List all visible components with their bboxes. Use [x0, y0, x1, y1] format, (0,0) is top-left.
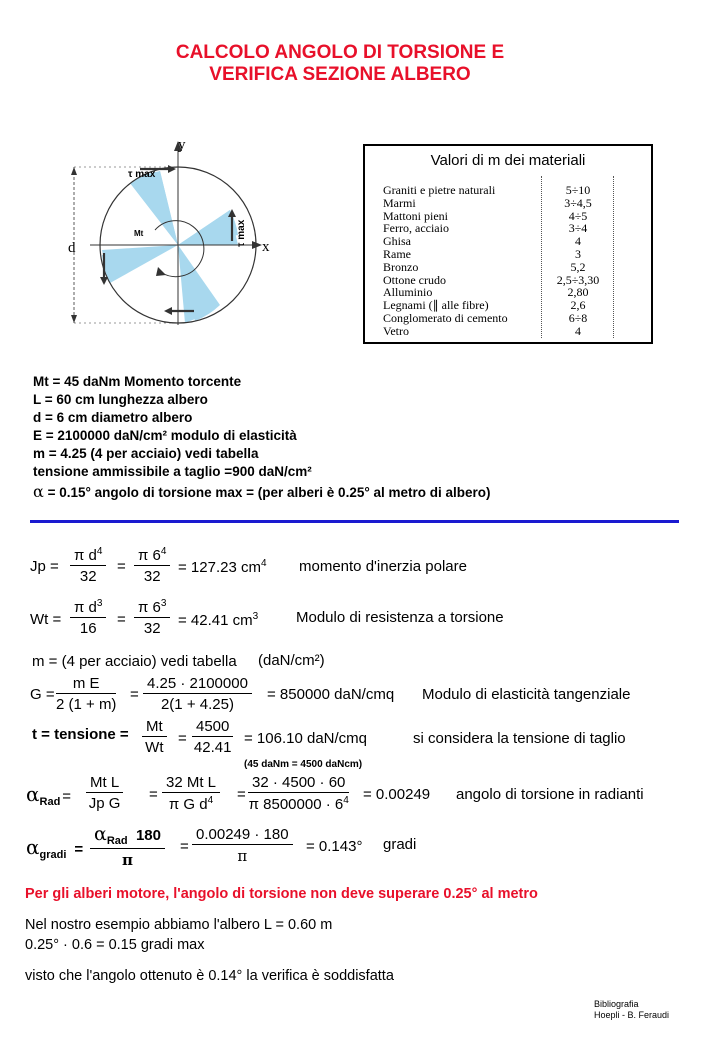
table-row-material: Legnami (∥ alle fibre)	[383, 298, 489, 313]
torsion-diagram	[60, 135, 290, 330]
m-line: m = (4 per acciaio) vedi tabella	[32, 653, 237, 670]
diameter-label: d	[68, 240, 76, 256]
param-d: d = 6 cm diametro albero	[33, 410, 193, 425]
jp-eq-sign: =	[117, 558, 126, 575]
table-row-material: Rame	[383, 247, 411, 261]
jp-description: momento d'inerzia polare	[299, 558, 467, 575]
table-row-material: Vetro	[383, 323, 409, 338]
g-fraction-1: $\frac{\text{m E}}{2 (1 + m)}$	[56, 675, 117, 713]
t-description: si considera la tensione di taglio	[413, 730, 626, 747]
table-row-material: Conglomerato di cemento	[383, 311, 508, 325]
alpha-rad-eq-2: =	[237, 786, 246, 803]
alpha-rad-fraction-2: $\frac{\text{32 Mt L}}{\pi G d^4}$	[162, 774, 220, 813]
x-axis-label: x	[262, 239, 270, 255]
conclusion-line-3: visto che l'angolo ottenuto è 0.14° la verifica è soddisfatta	[25, 968, 394, 984]
jp-fraction-2: $\frac{\pi 6^4}{32}$	[134, 546, 170, 585]
g-lhs: G =	[30, 686, 55, 703]
t-lhs: t = tensione =	[32, 726, 129, 743]
wt-eq-sign: =	[117, 611, 126, 628]
table-row-value: 4÷5	[568, 208, 588, 223]
alpha-gradi-description: gradi	[383, 836, 417, 853]
bibliography-label: Bibliografia	[594, 999, 639, 1009]
param-alpha-text: = 0.15° angolo di torsione max = (per alberi è 0.25° al metro di albero)	[43, 485, 491, 500]
alpha-gradi-fraction-2: $\frac{0.00249 \cdot 180}{\pi}$	[192, 826, 293, 865]
alpha-rad-fraction-1: $\frac{\text{Mt L}}{\text{Jp G}}$	[86, 774, 123, 812]
divider-rule	[30, 520, 679, 523]
table-row-material: Mattoni pieni	[383, 208, 448, 223]
title-line-1: CALCOLO ANGOLO DI TORSIONE E	[175, 42, 505, 63]
wt-fraction-1: $\frac{\pi d^3}{16}$	[70, 598, 106, 637]
bibliography	[594, 999, 669, 1021]
jp-result: = 127.23 $cm^4$	[178, 558, 267, 576]
table-row-value: 5÷10	[565, 183, 591, 197]
alpha-gradi-eq: =	[180, 838, 189, 855]
table-row-value: 3÷4,5	[564, 195, 592, 210]
table-row-material: Ottone crudo	[383, 272, 446, 287]
page-title	[0, 42, 680, 86]
table-row-value: 3	[575, 247, 581, 261]
alpha-gradi-fraction-1: $\alpha_{Rad}$ 180 π	[90, 823, 165, 869]
tau-max-right-label: τ max	[236, 219, 247, 247]
wt-description: Modulo di resistenza a torsione	[296, 609, 504, 626]
g-result: = 850000 daN/cmq	[267, 686, 395, 703]
conclusion-line-1: Nel nostro esempio abbiamo l'albero L = 0.60 m	[25, 917, 333, 933]
t-fraction-2: $\frac{4500}{42.41}$	[193, 718, 232, 756]
m-unit: (daN/cm²)	[258, 652, 325, 669]
param-alpha	[33, 482, 491, 501]
param-tau: tensione ammissibile a taglio =900 daN/cm²	[33, 464, 312, 479]
param-e: E = 2100000 daN/cm² modulo di elasticità	[33, 428, 297, 443]
wt-fraction-2: $\frac{\pi 6^3}{32}$	[134, 598, 170, 637]
tau-max-top-label: τ max	[128, 169, 156, 180]
table-row-value: 6÷8	[568, 311, 588, 325]
table-row-material: Alluminio	[383, 285, 433, 300]
param-mt: Mt = 45 daNm Momento torcente	[33, 374, 242, 389]
alpha-gradi-result: = 0.143°	[306, 838, 363, 855]
param-m: m = 4.25 (4 per acciaio) vedi tabella	[33, 446, 259, 461]
alpha-symbol: α	[33, 482, 44, 501]
g-eq-sign: =	[130, 686, 139, 703]
table-title: Valori di m dei materiali	[430, 152, 586, 169]
table-row-value: 5,2	[570, 259, 586, 274]
param-l: L = 60 cm lunghezza albero	[33, 392, 208, 407]
alpha-rad-eq-1: =	[149, 786, 158, 803]
conclusion-line-2: 0.25° · 0.6 = 0.15 gradi max	[25, 937, 205, 953]
alpha-gradi-lhs: $\alpha_{gradi}$ =	[26, 835, 84, 862]
table-row-material: Ferro, acciaio	[383, 221, 449, 236]
table-row-material: Marmi	[383, 195, 416, 210]
materials-table	[363, 144, 653, 344]
g-fraction-2: $\frac{4.25 \cdot 2100000}{2(1 + 4.25)}$	[143, 675, 252, 713]
table-row-value: 2,6	[570, 298, 586, 313]
wt-lhs: Wt =	[30, 611, 62, 628]
g-description: Modulo di elasticità tangenziale	[422, 686, 631, 703]
t-result: = 106.10 daN/cmq	[244, 730, 367, 747]
alpha-rad-lhs: $\alpha_{Rad}$ =	[26, 782, 72, 809]
table-row-value: 4	[575, 323, 581, 338]
warning-text: Per gli alberi motore, l'angolo di torsione non deve superare 0.25° al metro	[25, 886, 538, 902]
table-row-material: Ghisa	[383, 234, 411, 249]
bibliography-source: Hoepli - B. Feraudi	[594, 1010, 670, 1020]
alpha-rad-fraction-3: $\frac{32 \cdot 4500 \cdot 60}{\pi 8500000 \cdot 6^4}$	[248, 774, 349, 813]
mt-label: Mt	[134, 229, 144, 238]
table-row-material: Graniti e pietre naturali	[383, 183, 496, 197]
title-line-2: VERIFICA SEZIONE ALBERO	[209, 64, 471, 85]
jp-fraction-1: $\frac{\pi d^4}{32}$	[70, 546, 106, 585]
alpha-rad-description: angolo di torsione in radianti	[456, 786, 644, 803]
wt-result: = 42.41 $cm^3$	[178, 611, 259, 629]
table-row-material: Bronzo	[383, 259, 419, 274]
t-fraction-1: $\frac{Mt}{Wt}$	[142, 718, 167, 756]
y-axis-label: y	[178, 137, 186, 153]
t-eq-sign: =	[178, 730, 187, 747]
table-row-value: 2,80	[567, 285, 589, 300]
table-row-value: 2,5÷3,30	[556, 272, 600, 287]
t-note: (45 daNm = 4500 daNcm)	[244, 759, 363, 770]
jp-lhs: Jp =	[30, 558, 59, 575]
table-row-value: 3÷4	[568, 221, 588, 236]
table-row-value: 4	[575, 234, 581, 249]
alpha-rad-result: = 0.00249	[363, 786, 431, 803]
